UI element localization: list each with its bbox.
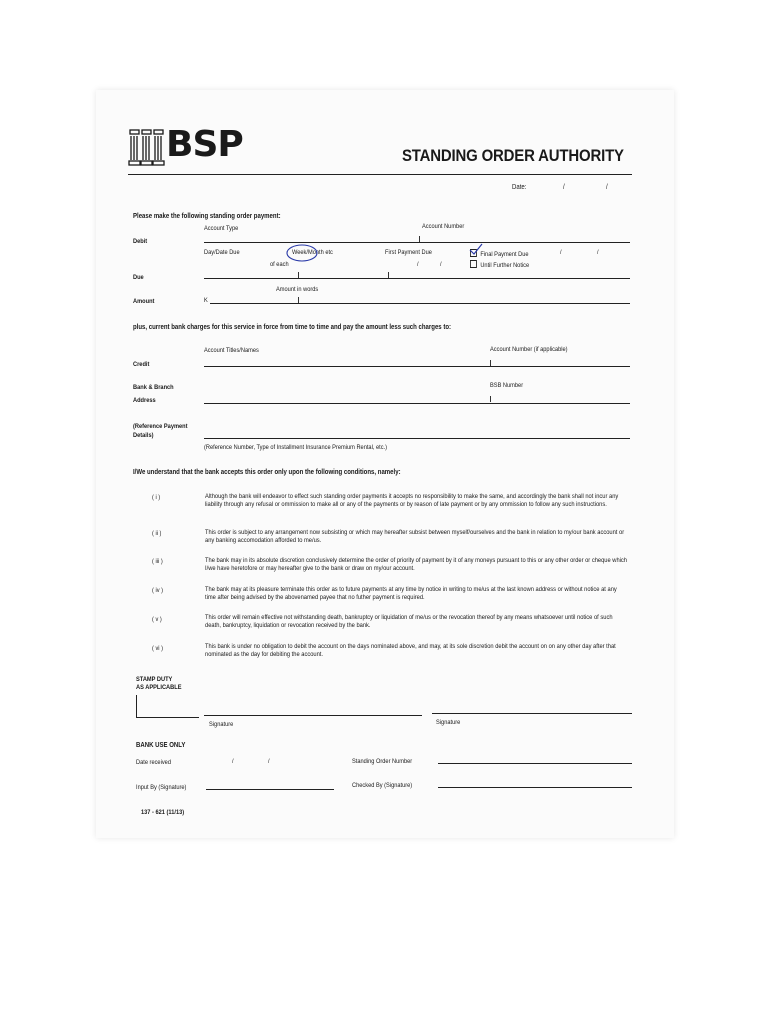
- stamp-duty-label-2: AS APPLICABLE: [136, 684, 182, 691]
- date-received-slash-2: /: [268, 758, 270, 765]
- amount-in-words-label: Amount in words: [276, 286, 319, 293]
- date-received-label: Date received: [136, 759, 171, 766]
- week-label: Week: [292, 249, 307, 256]
- condition-num-6: ( vi ): [152, 645, 164, 652]
- date-slash-1: /: [563, 182, 565, 191]
- credit-line[interactable]: [204, 366, 630, 367]
- due-label: Due: [133, 274, 144, 281]
- reference-label-2: Details): [133, 432, 154, 439]
- checked-by-line[interactable]: [438, 787, 632, 788]
- due-line[interactable]: [204, 278, 630, 279]
- bank-pillars-icon: [128, 128, 166, 168]
- credit-label: Credit: [133, 361, 150, 368]
- standing-order-number-line[interactable]: [438, 763, 632, 764]
- condition-num-2: ( ii ): [152, 530, 162, 537]
- date-label: Date:: [512, 182, 527, 191]
- signature-line-1[interactable]: [204, 715, 422, 716]
- signature-label-2: Signature: [436, 719, 461, 726]
- credit-account-number-label: Account Number (if applicable): [490, 346, 568, 353]
- reference-hint: (Reference Number, Type of Installment Insurance Premium Rental, etc.): [204, 444, 388, 451]
- condition-text-4: The bank may at its pleasure terminate this order as to future payments at any time by notice in writing to me/us at the last known address or without notice at any time after being advised by the abovenamed payee that no futher payment is required.: [205, 586, 617, 602]
- month-etc-label: /Month etc: [306, 249, 333, 256]
- checked-by-label: Checked By (Signature): [352, 782, 413, 789]
- account-titles-label: Account Titles/Names: [204, 347, 259, 354]
- first-payment-slash-1: /: [417, 261, 419, 268]
- condition-num-5: ( v ): [152, 616, 162, 623]
- of-each-label: of each: [270, 261, 289, 268]
- final-payment-slash-2: /: [597, 249, 599, 256]
- stamp-duty-label: STAMP DUTY: [136, 676, 173, 683]
- condition-text-2: This order is subject to any arrangement now subsisting or which may hereafter subsist between myself/ourselves and the bank in relation to my/our bank account or any banking accomodation afforded to me/us.: [205, 529, 625, 545]
- payment-heading: Please make the following standing order payment:: [133, 211, 281, 220]
- tick-mark: [490, 396, 491, 402]
- day-date-due-label: Day/Date Due: [204, 249, 240, 256]
- until-further-notice-checkbox[interactable]: [470, 260, 477, 268]
- reference-label: (Reference Payment: [133, 423, 188, 430]
- page-title: STANDING ORDER AUTHORITY: [402, 146, 624, 165]
- logo-text: BSP: [166, 124, 243, 165]
- condition-text-6: This bank is under no obligation to debit the account on the days nominated above, and may, at its sole discretion debit the account on on any other day after that nominated as the day for debiting the account.: [205, 643, 616, 659]
- condition-text-5: This order will remain effective not withstanding death, bankruptcy or liquidation of me/us or the revocation thereof by any means whatsoever until notice of such death, bankruptcy, liquidation or revocation received by the bank.: [205, 614, 613, 630]
- signature-label-1: Signature: [209, 721, 234, 728]
- address-label: Address: [133, 397, 156, 404]
- first-payment-due-label: First Payment Due: [385, 249, 432, 256]
- bank-branch-line[interactable]: [204, 403, 630, 404]
- bank-branch-label: Bank & Branch: [133, 384, 174, 391]
- condition-num-1: ( i ): [152, 494, 161, 501]
- date-received-slash-1: /: [232, 758, 234, 765]
- debit-line[interactable]: [204, 242, 630, 243]
- bsb-label: BSB Number: [490, 382, 524, 389]
- condition-text-3: The bank may in its absolute discretion conclusively determine the order of priority of payment by it of any moneys pursuant to this or any other order or cheque which I/we have heretofore or may hereafter give to the bank or draw on my/our account.: [205, 557, 628, 573]
- condition-text-1: Although the bank will endeavor to effect such standing order payments it accepts no responsibility to make the same, and accordingly the bank shall not incur any liability through any refusal or ommission to make all or any of the payments or by reason of late payment or by any ommission to follow any such instructions.: [205, 493, 619, 509]
- form-page: [96, 90, 674, 838]
- stamp-box[interactable]: [136, 695, 199, 718]
- until-further-notice-option[interactable]: [470, 260, 529, 269]
- date-slash-2: /: [606, 182, 608, 191]
- header-divider: [128, 174, 632, 175]
- account-type-label: Account Type: [204, 225, 239, 232]
- amount-line[interactable]: [210, 303, 630, 304]
- input-by-line[interactable]: [206, 789, 334, 790]
- bank-use-heading: BANK USE ONLY: [136, 740, 186, 749]
- until-further-notice-label: Until Further Notice: [480, 262, 530, 269]
- condition-num-3: ( iii ): [152, 558, 163, 565]
- input-by-label: Input By (Signature): [136, 784, 187, 791]
- account-number-label: Account Number: [422, 223, 465, 230]
- form-code: 137 - 621 (11/13): [141, 809, 185, 816]
- standing-order-number-label: Standing Order Number: [352, 758, 413, 765]
- conditions-heading: I/We understand that the bank accepts this order only upon the following conditions, namely:: [133, 467, 401, 476]
- final-payment-slash-1: /: [560, 249, 562, 256]
- first-payment-slash-2: /: [440, 261, 442, 268]
- condition-num-4: ( iv ): [152, 587, 164, 594]
- debit-label: Debit: [133, 238, 148, 245]
- charges-text: plus, current bank charges for this service in force from time to time and pay the amount less such charges to:: [133, 322, 452, 331]
- final-payment-due-label: Final Payment Due: [480, 251, 529, 258]
- checkmark-icon: [468, 242, 484, 256]
- week-circle-mark: [285, 243, 319, 263]
- signature-line-2[interactable]: [432, 713, 632, 714]
- reference-line[interactable]: [204, 438, 630, 439]
- currency-prefix: K: [204, 297, 208, 304]
- amount-label: Amount: [133, 298, 155, 305]
